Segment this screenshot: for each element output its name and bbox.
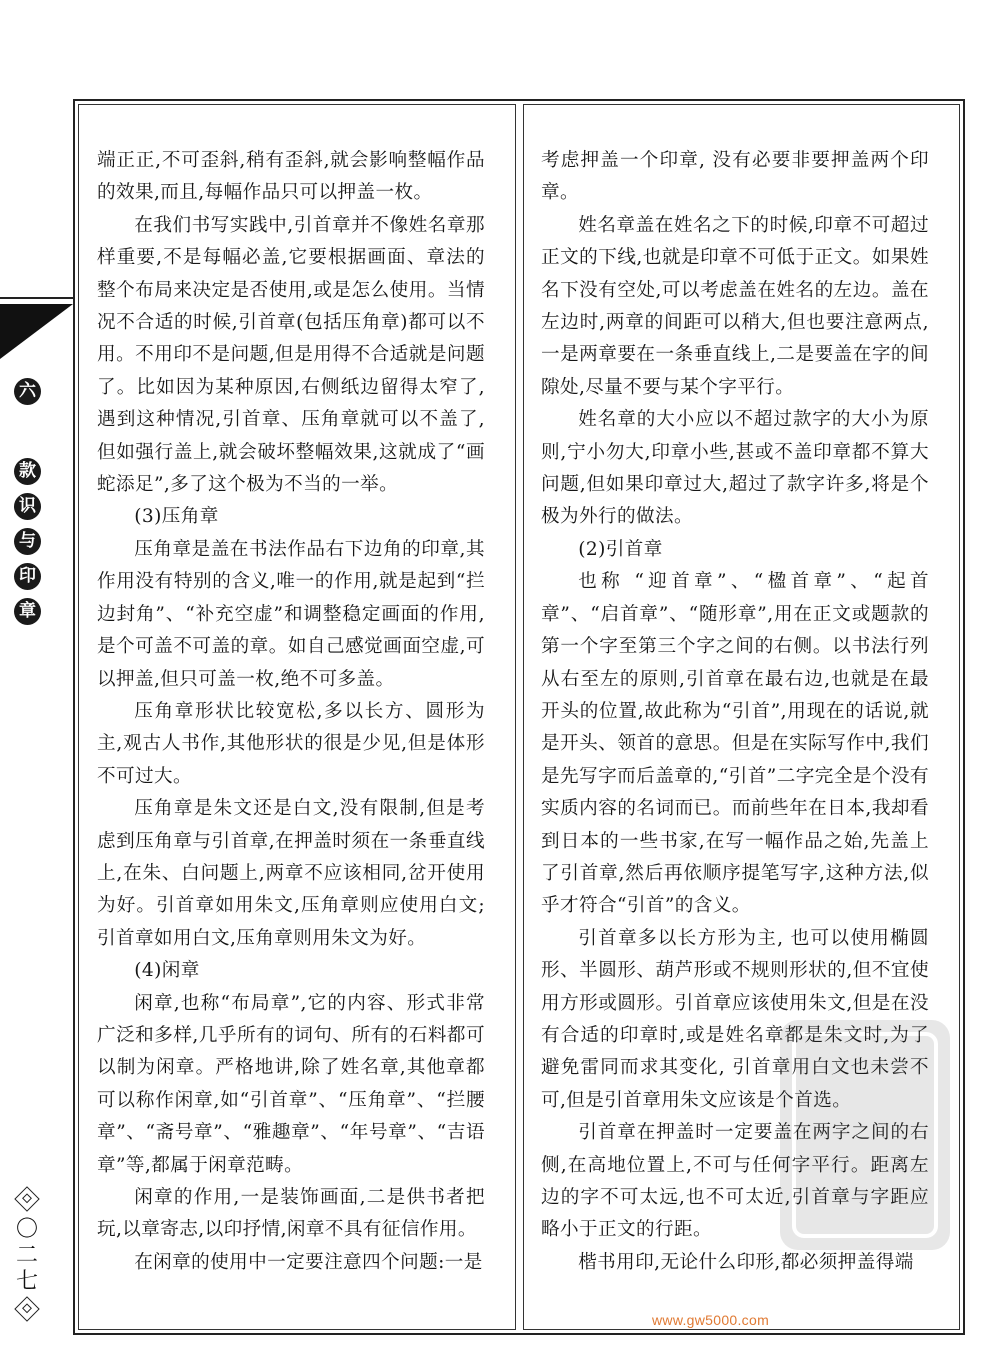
paragraph: 闲章,也称“布局章”,它的内容、形式非常广泛和多样,几乎所有的词句、所有的石料都可以制为闲章。严格地讲,除了姓名章,其他章都可以称作闲章,如“引首章”、“压角章”、“拦腰章”、“斋号章”、“雅趣章”、“年号章”、“吉语章”等,都属于闲章范畴。 [97,992,485,1176]
section-heading: (2)引首章 [578,538,663,560]
paragraph: 引首章在押盖时一定要盖在两字之间的右侧,在高地位置上,不可与任何字平行。距离左边的字不可太远,也不可太近,引首章与字距应略小于正文的行距。 [541,1122,929,1241]
watermark-stamp-icon [770,1010,970,1270]
paragraph: 也称 “迎首章”、“楹首章”、“起首章”、“启首章”、“随形章”,用在正文或题款的第一个字至第三个字之间的右侧。以书法行列从右至左的原则,引首章在最右边,也就是在最开头的位置,故此称为“引首”,用现在的话说,就是开头、领首的意思。但是在实际写作中,我们是先写字而后盖章的,“引首”二字完全是个没有实质内容的名词而已。而前些年在日本,我却看到日本的一些书家,在写一幅作品之始,先盖上了引首章,然后再依顺序提笔写字,这种方法,似乎才符合“引首”的含义。 [541,571,929,917]
page-number-char: 七 [15,1269,38,1294]
chapter-title-char: 章 [14,598,41,625]
paragraph: 闲章的作用,一是装饰画面,二是供书者把玩,以章寄志,以印抒情,闲章不具有征信作用。 [97,1187,485,1241]
section-heading: (4)闲章 [134,960,200,982]
left-text-column [97,145,485,1295]
chapter-title-char: 识 [14,493,41,520]
column-divider [515,104,524,1330]
page-number-char: 〇 [15,1217,38,1242]
paragraph: 楷书用印,无论什么印形,都必须押盖得端 [578,1251,914,1273]
page-number-char: 二 [15,1243,38,1268]
section-heading: (3)压角章 [134,506,219,528]
paragraph: 端正正,不可歪斜,稍有歪斜,就会影响整幅作品的效果,而且,每幅作品只可以押盖一枚。 [97,150,485,204]
paragraph: 引首章多以长方形为主, 也可以使用椭圆形、半圆形、葫芦形或不规则形状的,但不宜使用方形或圆形。引首章应该使用朱文,但是在没有合适的印章时,或是姓名章都是朱文时,为了避免雷同而求其变化, 引首章用白文也未尝不可,但是引首章用朱文应该是个首选。 [541,927,929,1111]
paragraph: 姓名章盖在姓名之下的时候,印章不可超过正文的下线,也就是印章不可低于正文。如果姓名下没有空处,可以考虑盖在姓名的左边。盖在左边时,两章的间距可以稍大,但也要注意两点,一是两章要在一条垂直线上,二是要盖在字的间隙处,尽量不要与某个字平行。 [541,214,929,398]
paragraph: 姓名章的大小应以不超过款字的大小为原则,宁小勿大,印章小些,甚或不盖印章都不算大问题,但如果印章过大,超过了款字许多,将是个极为外行的做法。 [541,409,929,528]
chapter-number-char: 六 [14,378,41,405]
paragraph: 压角章是盖在书法作品右下边角的印章,其作用没有特别的含义,唯一的作用,就是起到“拦边封角”、“补充空虚”和调整稳定画面的作用,是个可盖不可盖的章。如自己感觉画面空虚,可以押盖,但只可盖一枚,绝不可多盖。 [97,538,485,690]
chapter-title-char: 印 [14,563,41,590]
paragraph: 在闲章的使用中一定要注意四个问题:一是 [134,1251,483,1273]
paragraph: 压角章是朱文还是白文,没有限制,但是考虑到压角章与引首章,在押盖时须在一条垂直线上,在朱、白问题上,两章不应该相同,岔开使用为好。引首章如用朱文,压角章则应使用白文;引首章如用白文,压角章则用朱文为好。 [97,798,485,949]
diamond-ornament-icon [14,1296,39,1321]
chapter-title-char: 款 [14,458,41,485]
paragraph: 在我们书写实践中,引首章并不像姓名章那样重要,不是每幅必盖,它要根据画面、章法的整个布局来决定是否使用,或是怎么使用。当情况不合适的时候,引首章(包括压角章)都可以不用。不用印不是问题,但是用得不合适就是问题了。比如因为某种原因,右侧纸边留得太窄了,遇到这种情况,引首章、压角章就可以不盖了,但如强行盖上,就会破坏整幅效果,这就成了“画蛇添足”,多了这个极为不当的一举。 [97,214,485,496]
chapter-tab-wedge [0,304,73,359]
diamond-ornament-icon [14,1186,39,1211]
paragraph: 考虑押盖一个印章, 没有必要非要押盖两个印章。 [541,150,929,204]
paragraph: 压角章形状比较宽松,多以长方、圆形为主,观古人书作,其他形状的很是少见,但是体形不可过大。 [97,700,485,787]
tab-rule [0,297,73,299]
chapter-title-char: 与 [14,528,41,555]
watermark-url: www.gw5000.com [652,1312,770,1328]
